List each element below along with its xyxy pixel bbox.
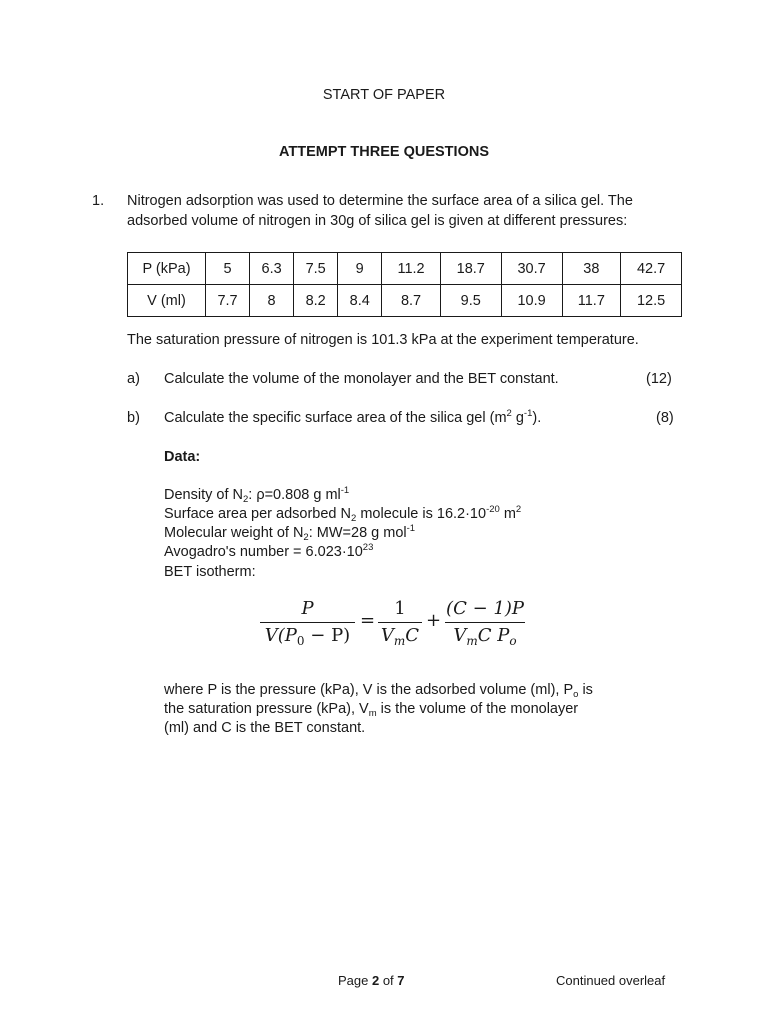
middle-fraction: 1 $V_mC$ (378, 596, 422, 649)
table-cell: 11.7 (562, 285, 621, 317)
table-cell: 7.7 (206, 285, 250, 317)
question-number: 1. (92, 193, 105, 209)
table-cell: 42.7 (621, 253, 682, 285)
density-line: Density of $N_2$: ρ=0.808 g $ml^{-1}$ (164, 485, 350, 505)
table-cell: 8.7 (382, 285, 441, 317)
instruction-heading: ATTEMPT THREE QUESTIONS (279, 144, 489, 160)
v-header-cell: V (ml) (128, 285, 206, 317)
molecular-weight-line: Molecular weight of $N_2$: MW=28 g mol$^{-1}$ (164, 523, 416, 543)
table-cell: 5 (206, 253, 250, 285)
lhs-fraction: P $V(P_0 - P)$ (260, 596, 355, 649)
table-cell: 8 (250, 285, 294, 317)
where-line2: the saturation pressure (kPa), $V_m$ is the volume of the monolayer (164, 701, 579, 719)
saturation-statement: The saturation pressure of nitrogen is 101.3 kPa at the experiment temperature. (127, 332, 639, 348)
where-line1: where P is the pressure (kPa), V is the adsorbed volume (ml), $P_o$ is (164, 682, 593, 700)
bet-isotherm-label: BET isotherm: (164, 564, 256, 580)
table-cell: 18.7 (440, 253, 501, 285)
table-row (128, 253, 682, 285)
start-of-paper: START OF PAPER (322, 87, 446, 103)
table-cell: 30.7 (501, 253, 562, 285)
page-number: Page 2 of 7 (338, 973, 405, 988)
question-intro-line1: Nitrogen adsorption was used to determine the surface area of a silica gel. The (127, 193, 633, 209)
question-intro-line2: adsorbed volume of nitrogen in 30g of silica gel is given at different pressures: (127, 213, 628, 229)
part-b-label: b) (127, 410, 140, 426)
pressure-volume-table (127, 252, 682, 317)
table-row (128, 285, 682, 317)
bet-equation: P $V(P_0 - P)$ = 1 $V_mC$ + (C − 1)P $V_mC$ $P_o$ (250, 596, 540, 658)
table-cell: 38 (562, 253, 621, 285)
part-a-marks: (12) (646, 371, 672, 387)
avogadro-line: Avogadro's number = $6.023\cdot 10^{23}$ (164, 542, 374, 560)
surface-area-line: Surface area per adsorbed $N_2$ molecule is $16.2\cdot 10^{-20}$ $m^2$ (164, 504, 522, 524)
part-a-text: Calculate the volume of the monolayer and the BET constant. (164, 371, 559, 387)
table-cell: 11.2 (382, 253, 441, 285)
data-heading: Data: (164, 449, 201, 465)
continued-overleaf: Continued overleaf (556, 973, 666, 988)
table-cell: 12.5 (621, 285, 682, 317)
part-a-label: a) (127, 371, 140, 387)
where-line3: (ml) and C is the BET constant. (164, 720, 366, 736)
part-b-text: Calculate the specific surface area of the silica gel ($m^2$ $g^{-1}$). (164, 408, 542, 426)
table-cell: 6.3 (250, 253, 294, 285)
table-cell: 8.4 (338, 285, 382, 317)
table-cell: 7.5 (294, 253, 338, 285)
table-cell: 10.9 (501, 285, 562, 317)
part-b-marks: (8) (656, 410, 674, 426)
p-header-cell: P (kPa) (128, 253, 206, 285)
rhs-fraction: (C − 1)P $V_mC$ $P_o$ (446, 598, 524, 648)
table-cell: 9 (338, 253, 382, 285)
table-cell: 8.2 (294, 285, 338, 317)
table-cell: 9.5 (440, 285, 501, 317)
